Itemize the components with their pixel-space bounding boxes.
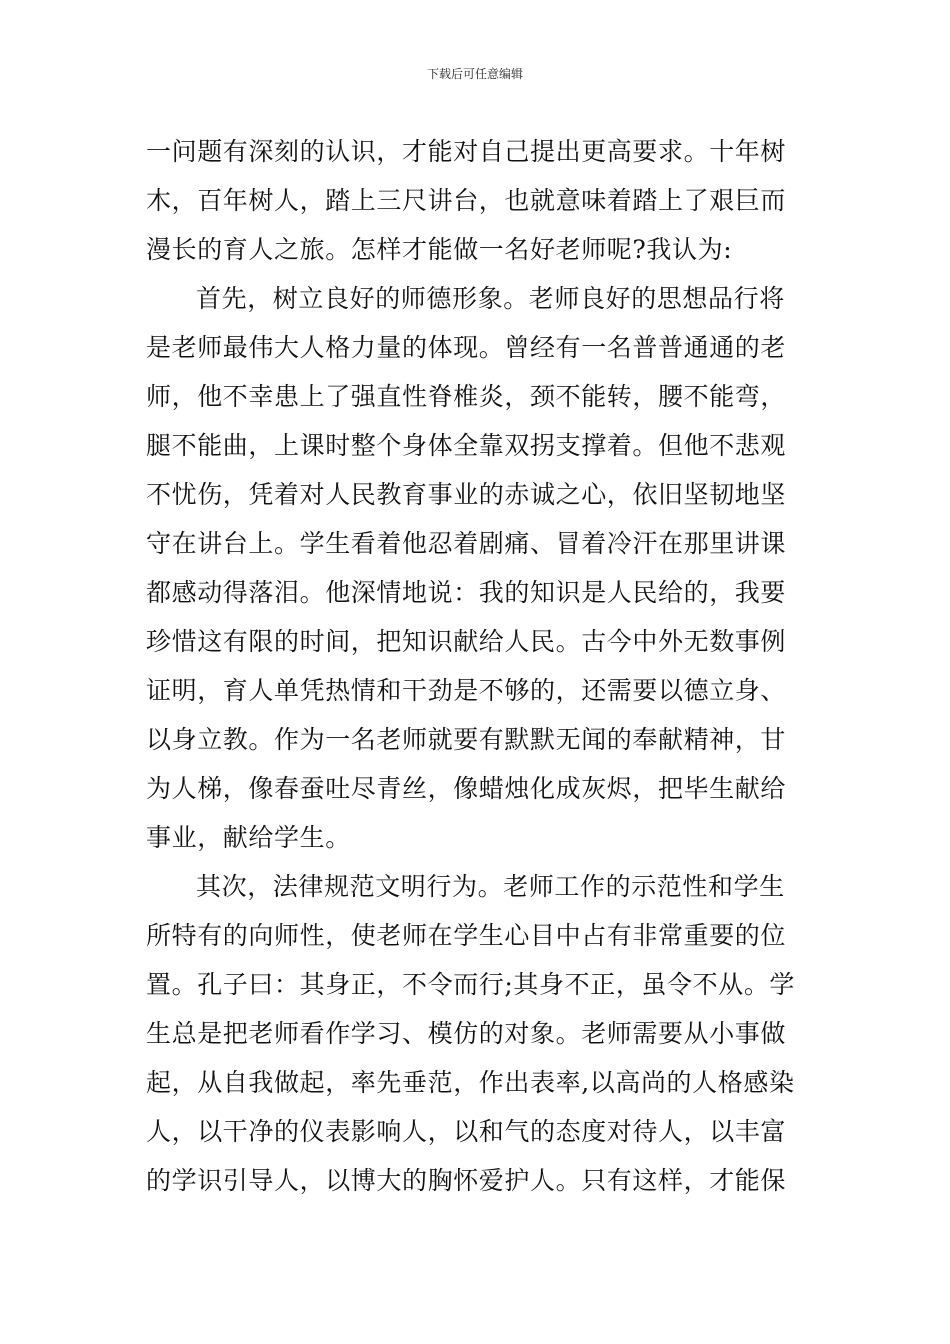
text-line: 师，他不幸患上了强直性脊椎炎，颈不能转，腰不能弯， [146,382,787,411]
paragraph-first-line: 首先，树立良好的师德形象。老师良好的思想品行将 [196,284,785,313]
text-line: 以身立教。作为一名老师就要有默默无闻的奉献精神，甘 [146,725,787,754]
text-line: 起，从自我做起，率先垂范，作出表率,以高尚的人格感染 [146,1068,795,1097]
text-line: 都感动得落泪。他深情地说：我的知识是人民给的，我要 [146,578,787,607]
text-line: 守在讲台上。学生看着他忍着剧痛、冒着冷汗在那里讲课 [146,529,787,558]
text-line: 木，百年树人，踏上三尺讲台，也就意味着踏上了艰巨而 [146,186,787,215]
text-line: 证明，育人单凭热情和干劲是不够的，还需要以德立身、 [146,676,787,705]
paragraph-first-line: 其次，法律规范文明行为。老师工作的示范性和学生 [196,872,785,901]
text-line: 珍惜这有限的时间，把知识献给人民。古今中外无数事例 [146,627,787,656]
text-line: 为人梯，像春蚕吐尽青丝，像蜡烛化成灰烬，把毕生献给 [146,774,787,803]
text-line: 置。孔子曰：其身正，不令而行;其身不正，虽令不从。学 [146,970,796,999]
text-line: 漫长的育人之旅。怎样才能做一名好老师呢?我认为: [146,235,733,264]
text-line: 所特有的向师性，使老师在学生心目中占有非常重要的位 [146,921,787,950]
text-line: 人，以干净的仪表影响人，以和气的态度对待人，以丰富 [146,1117,787,1146]
text-line: 事业，献给学生。 [146,823,351,852]
text-line: 一问题有深刻的认识，才能对自己提出更高要求。十年树 [146,137,787,166]
text-line: 腿不能曲，上课时整个身体全靠双拐支撑着。但他不悲观 [146,431,787,460]
text-line: 不忧伤，凭着对人民教育事业的赤诚之心，依旧坚韧地坚 [146,480,787,509]
text-line: 是老师最伟大人格力量的体现。曾经有一名普普通通的老 [146,333,787,362]
text-line: 生总是把老师看作学习、模仿的对象。老师需要从小事做 [146,1019,787,1048]
page-header: 下载后可任意编辑 [426,67,523,81]
body-text [146,127,811,1205]
text-line: 的学识引导人，以博大的胸怀爱护人。只有这样，才能保 [146,1166,787,1195]
